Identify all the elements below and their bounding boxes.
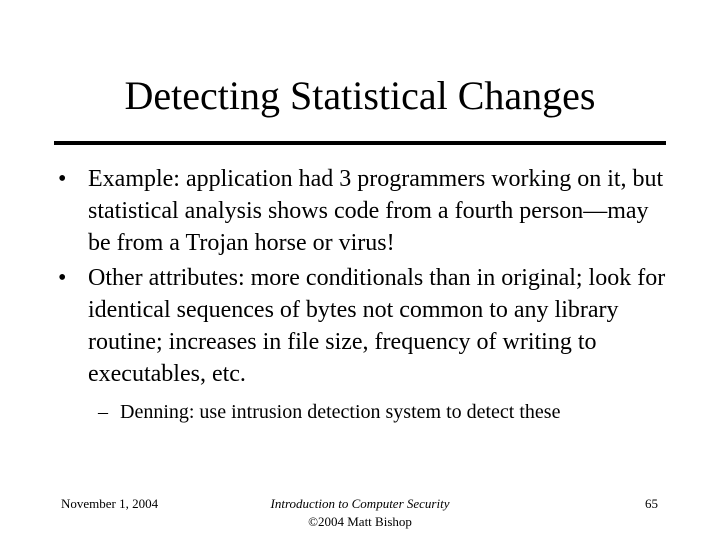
bullet-text: Other attributes: more conditionals than in original; look for identical sequences of bytes not common to any library routine; increases in file size, frequency of writing to executables, etc. [88, 265, 666, 387]
footer-course: Introduction to Computer Security [270, 496, 450, 511]
sub-bullet-marker: – [98, 401, 108, 423]
slide-title: Detecting Statistical Changes [124, 73, 596, 118]
footer-date: November 1, 2004 [61, 496, 159, 511]
bullet-text: Example: application had 3 programmers working on it, but statistical analysis shows code from a fourth person—may be from a Trojan horse or virus! [88, 166, 664, 256]
footer-center [0, 495, 720, 531]
title-divider [54, 141, 666, 145]
bullet-item [58, 163, 668, 259]
slide-body [58, 163, 668, 425]
bullet-marker: • [58, 265, 67, 291]
sub-bullet-text: Denning: use intrusion detection system to detect these [120, 401, 561, 423]
bullet-item [58, 262, 668, 390]
page-number: 65 [645, 496, 658, 511]
sub-bullet-item [58, 399, 668, 425]
bullet-marker: • [58, 166, 67, 192]
footer-copyright: ©2004 Matt Bishop [308, 514, 412, 529]
